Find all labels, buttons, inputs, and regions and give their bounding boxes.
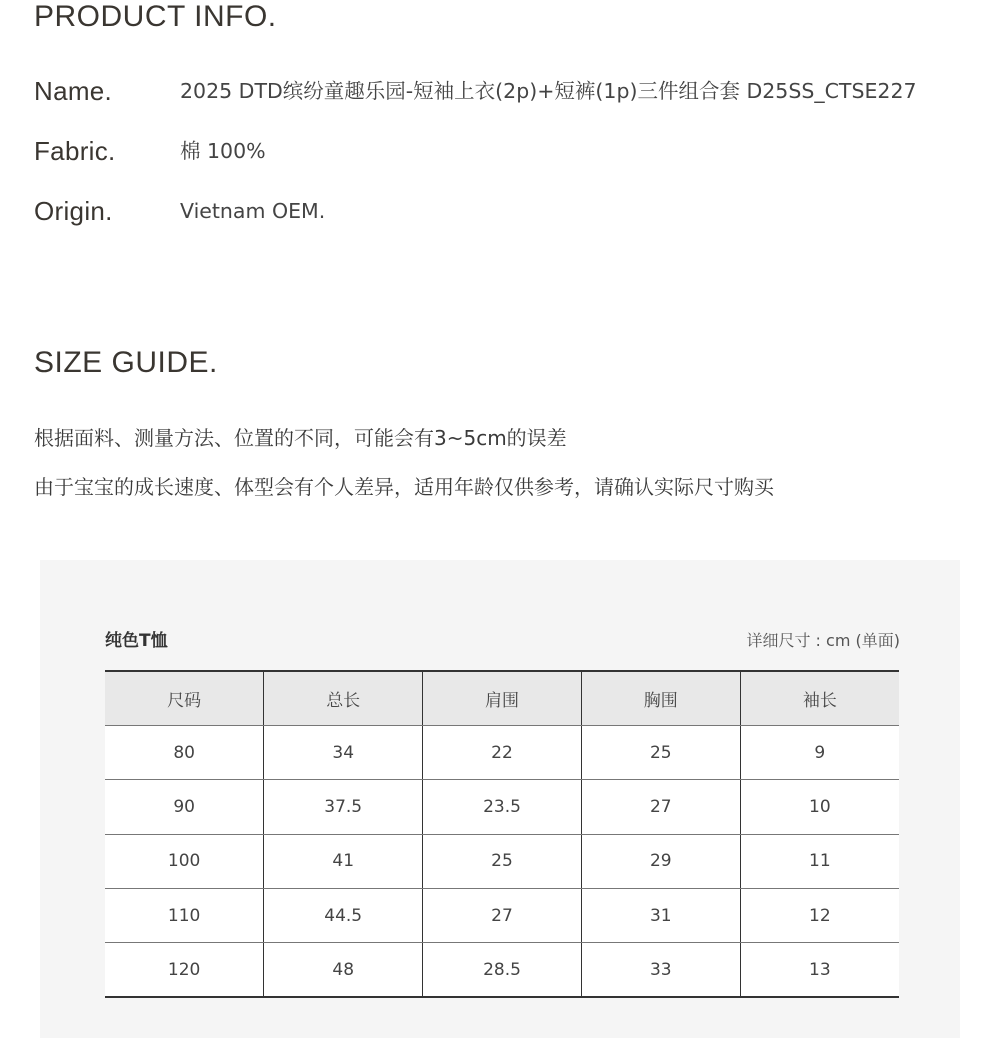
table-cell: 12 bbox=[740, 889, 899, 943]
table-cell: 110 bbox=[105, 889, 264, 943]
column-header: 胸围 bbox=[581, 671, 740, 725]
info-row-name bbox=[34, 76, 974, 106]
table-cell: 80 bbox=[105, 725, 264, 779]
table-cell: 22 bbox=[423, 725, 582, 779]
info-row-origin bbox=[34, 196, 974, 226]
product-info-title: PRODUCT INFO. bbox=[34, 0, 277, 33]
table-cell: 25 bbox=[581, 725, 740, 779]
table-cell: 25 bbox=[423, 834, 582, 888]
table-row bbox=[105, 725, 899, 779]
info-row-fabric bbox=[34, 136, 974, 166]
table-cell: 90 bbox=[105, 780, 264, 834]
name-value: 2025 DTD缤纷童趣乐园-短袖上衣(2p)+短裤(1p)三件组合套 D25SS_CTSE227 bbox=[180, 79, 917, 103]
name-label: Name. bbox=[34, 76, 113, 106]
table-row bbox=[105, 834, 899, 888]
column-header: 袖长 bbox=[740, 671, 899, 725]
size-note: 根据面料、测量方法、位置的不同，可能会有3~5cm的误差 bbox=[34, 426, 567, 450]
table-cell: 37.5 bbox=[264, 780, 423, 834]
table-cell: 13 bbox=[740, 943, 899, 997]
table-unit-note: 详细尺寸 : cm (单面) bbox=[746, 631, 900, 650]
column-header: 总长 bbox=[264, 671, 423, 725]
table-row bbox=[105, 943, 899, 997]
fabric-value: 棉 100% bbox=[180, 139, 266, 163]
table-cell: 34 bbox=[264, 725, 423, 779]
table-cell: 41 bbox=[264, 834, 423, 888]
table-cell: 44.5 bbox=[264, 889, 423, 943]
table-cell: 11 bbox=[740, 834, 899, 888]
table-header-row bbox=[105, 671, 899, 725]
column-header: 尺码 bbox=[105, 671, 264, 725]
table-cell: 100 bbox=[105, 834, 264, 888]
size-note: 由于宝宝的成长速度、体型会有个人差异，适用年龄仅供参考，请确认实际尺寸购买 bbox=[34, 475, 774, 499]
table-cell: 33 bbox=[581, 943, 740, 997]
table-cell: 27 bbox=[423, 889, 582, 943]
table-cell: 27 bbox=[581, 780, 740, 834]
column-header: 肩围 bbox=[423, 671, 582, 725]
table-cell: 48 bbox=[264, 943, 423, 997]
table-cell: 28.5 bbox=[423, 943, 582, 997]
size-table bbox=[105, 670, 899, 998]
table-cell: 9 bbox=[740, 725, 899, 779]
size-guide-title: SIZE GUIDE. bbox=[34, 346, 218, 379]
table-row bbox=[105, 780, 899, 834]
table-cell: 23.5 bbox=[423, 780, 582, 834]
origin-label: Origin. bbox=[34, 196, 113, 226]
origin-value: Vietnam OEM. bbox=[180, 199, 326, 223]
table-cell: 31 bbox=[581, 889, 740, 943]
table-cell: 29 bbox=[581, 834, 740, 888]
table-heading: 纯色T恤 bbox=[105, 631, 168, 651]
table-cell: 120 bbox=[105, 943, 264, 997]
fabric-label: Fabric. bbox=[34, 136, 116, 166]
table-cell: 10 bbox=[740, 780, 899, 834]
table-row bbox=[105, 889, 899, 943]
size-notes bbox=[34, 425, 974, 523]
size-table-panel bbox=[40, 560, 960, 1038]
